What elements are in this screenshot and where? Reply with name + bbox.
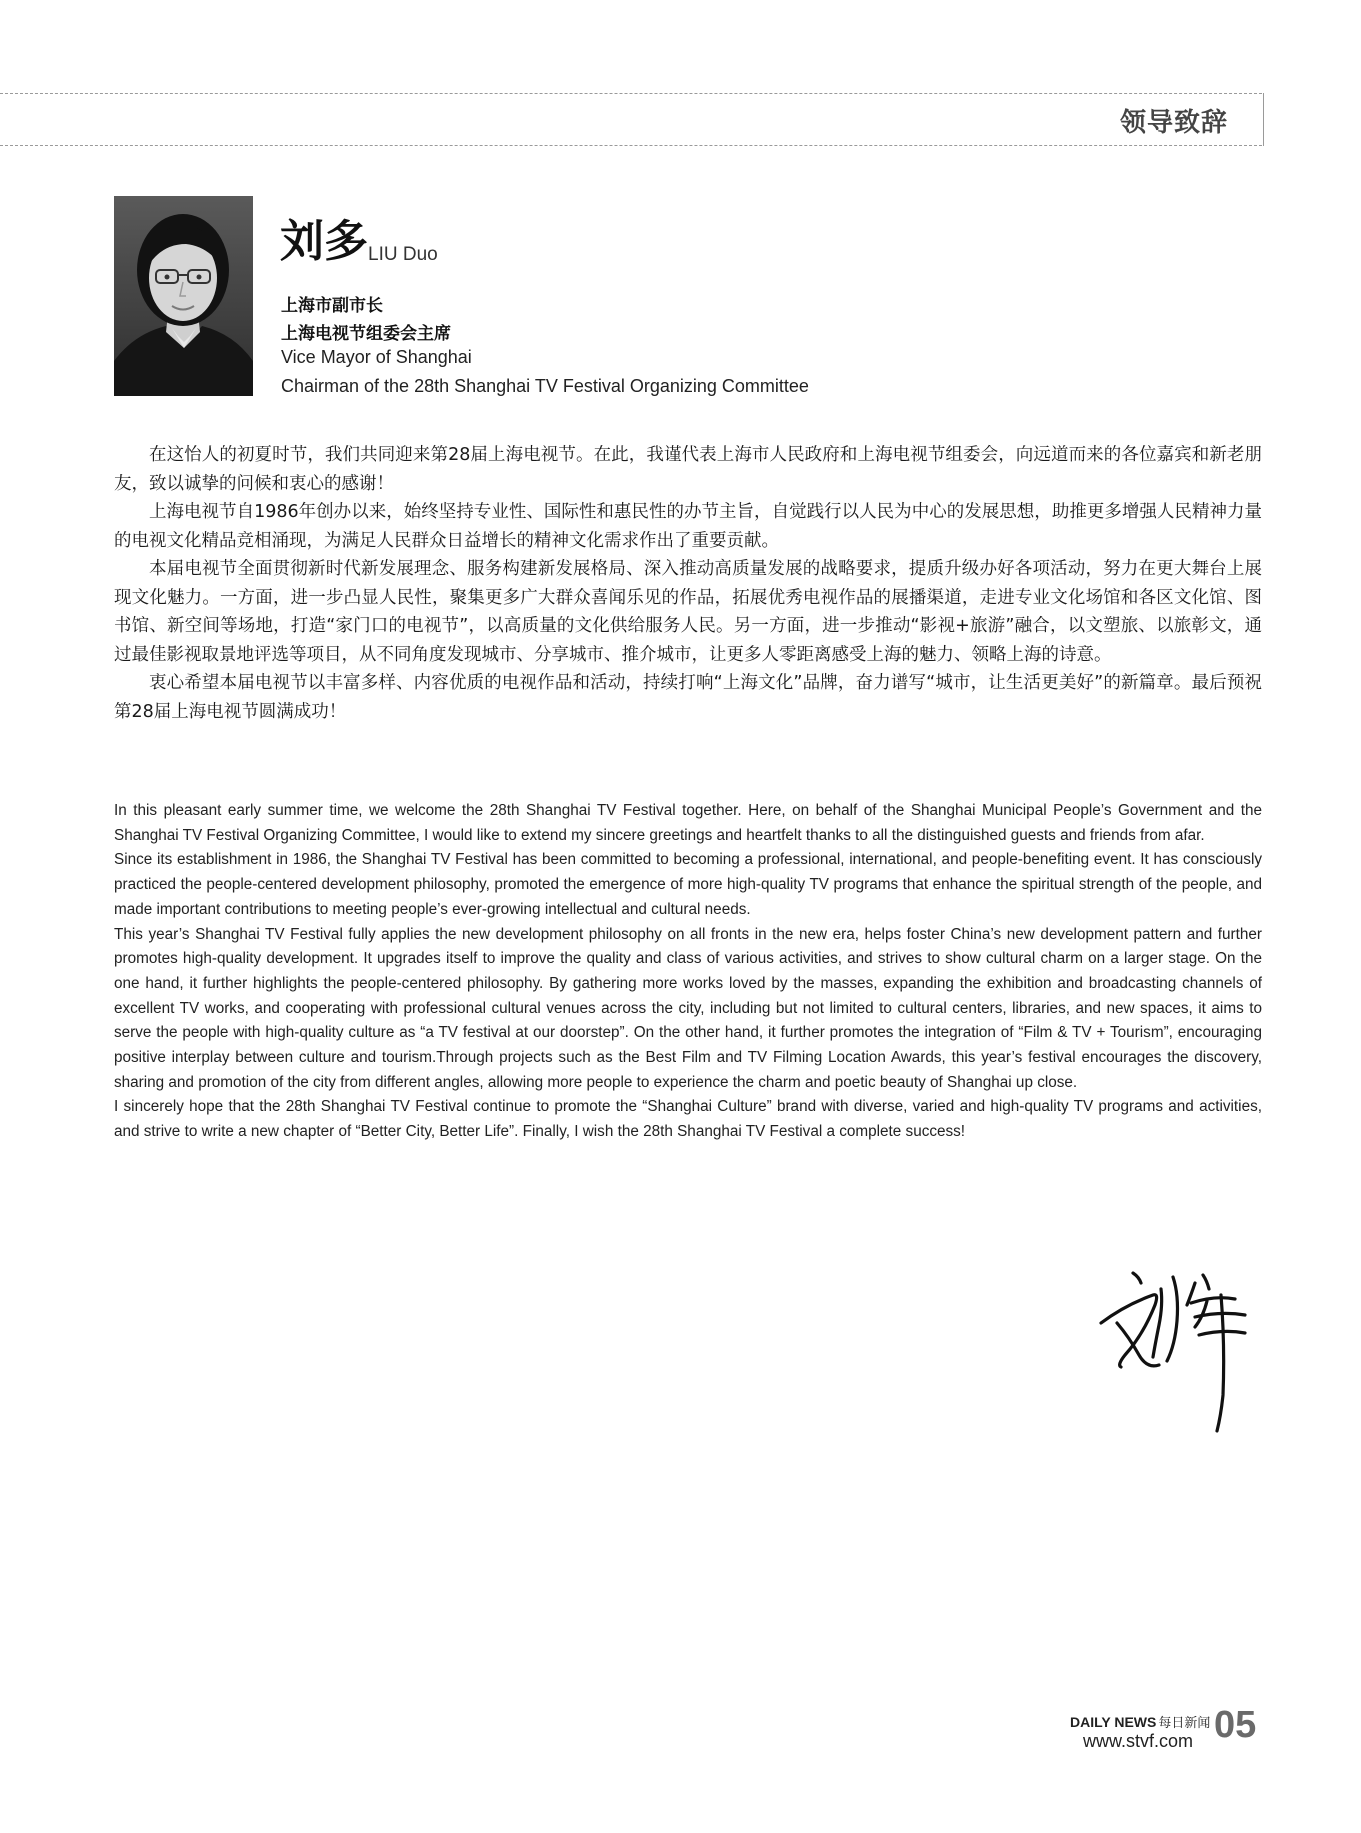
speech-chinese <box>114 441 1262 726</box>
footer-publication <box>1070 1712 1210 1731</box>
header-band <box>0 93 1262 146</box>
portrait-photo <box>114 196 253 396</box>
publication-cn: 每日新闻 <box>1158 1715 1211 1730</box>
speech-english <box>114 799 1262 1145</box>
role-cn-vice-mayor: 上海市副市长 <box>281 296 383 316</box>
paragraph-cn: 衷心希望本届电视节以丰富多样、内容优质的电视作品和活动，持续打响“上海文化”品牌，奋力谱写“城市，让生活更美好”的新篇章。最后预祝第28届上海电视节圆满成功！ <box>114 673 1262 722</box>
handwritten-signature <box>1095 1265 1270 1435</box>
role-en-chairman: Chairman of the 28th Shanghai TV Festival Organizing Committee <box>281 376 809 396</box>
paragraph-en: I sincerely hope that the 28th Shanghai TV Festival continue to promote the “Shanghai Culture” brand with diverse, varied and high-quality TV programs and activities, and strive to write a new chapter of “Better City, Better Life”. Finally, I wish the 28th Shanghai TV Festival a complete success! <box>114 1098 1262 1141</box>
footer-url: www.stvf.com <box>1083 1731 1194 1751</box>
role-en-vice-mayor: Vice Mayor of Shanghai <box>281 347 472 367</box>
portrait-illustration <box>114 196 253 396</box>
paragraph-en: This year’s Shanghai TV Festival fully applies the new development philosophy on all fronts in the new era, helps foster China’s new development pattern and further promotes high-quality development. It upgrades itself to improve the quality and class of various activities, and strives to show cultural charm on a larger stage. On the one hand, it further highlights the people-centered philosophy. By gathering more works loved by the masses, expanding the exhibition and broadcasting channels of excellent TV works, and cooperating with professional cultural venues across the city, including but not limited to cultural centers, libraries, and new spaces, it aims to serve the people with high-quality culture as “a TV festival at our doorstep”. On the other hand, it further promotes the integration of “Film & TV + Tourism”, encouraging positive interplay between culture and tourism.Through projects such as the Best Film and TV Filming Location Awards, this year’s festival encourages the discovery, sharing and promotion of the city from different angles, allowing more people to experience the charm and poetic beauty of Shanghai up close. <box>114 925 1262 1091</box>
paragraph-cn: 本届电视节全面贯彻新时代新发展理念、服务构建新发展格局、深入推动高质量发展的战略要求，提质升级办好各项活动，努力在更大舞台上展现文化魅力。一方面，进一步凸显人民性，聚集更多广大群众喜闻乐见的作品，拓展优秀电视作品的展播渠道，走进专业文化场馆和各区文化馆、图书馆、新空间等场地，打造“家门口的电视节”，以高质量的文化供给服务人民。另一方面，进一步推动“影视+旅游”融合，以文塑旅、以旅彰文，通过最佳影视取景地评选等项目，从不同角度发现城市、分享城市、推介城市，让更多人零距离感受上海的魅力、领略上海的诗意。 <box>114 559 1262 665</box>
paragraph-cn: 在这怡人的初夏时节，我们共同迎来第28届上海电视节。在此，我谨代表上海市人民政府和上海电视节组委会，向远道而来的各位嘉宾和新老朋友，致以诚挚的问候和衷心的感谢！ <box>114 445 1262 494</box>
page-number: 05 <box>1214 1704 1257 1746</box>
paragraph-en: Since its establishment in 1986, the Shanghai TV Festival has been committed to becoming a professional, international, and people-benefiting event. It has consciously practiced the people-centered development philosophy, promoted the emergence of more high-quality TV programs that enhance the spiritual strength of the people, and made important contributions to meeting people’s ever-growing intellectual and cultural needs. <box>114 851 1262 918</box>
paragraph-en: In this pleasant early summer time, we welcome the 28th Shanghai TV Festival together. Here, on behalf of the Shanghai Municipal People’s Government and the Shanghai TV Festival Organizing Committee, I would like to extend my sincere greetings and heartfelt thanks to all the distinguished guests and friends from afar. <box>114 802 1262 844</box>
paragraph-cn: 上海电视节自1986年创办以来，始终坚持专业性、国际性和惠民性的办节主旨，自觉践行以人民为中心的发展思想，助推更多增强人民精神力量的电视文化精品竞相涌现，为满足人民群众日益增长的精神文化需求作出了重要贡献。 <box>114 502 1262 551</box>
name-english: LIU Duo <box>368 244 438 265</box>
name-chinese: 刘多 <box>280 216 368 267</box>
role-cn-chairman: 上海电视节组委会主席 <box>281 324 451 344</box>
publication-en: DAILY NEWS <box>1070 1714 1157 1730</box>
section-label: 领导致辞 <box>1119 108 1228 138</box>
